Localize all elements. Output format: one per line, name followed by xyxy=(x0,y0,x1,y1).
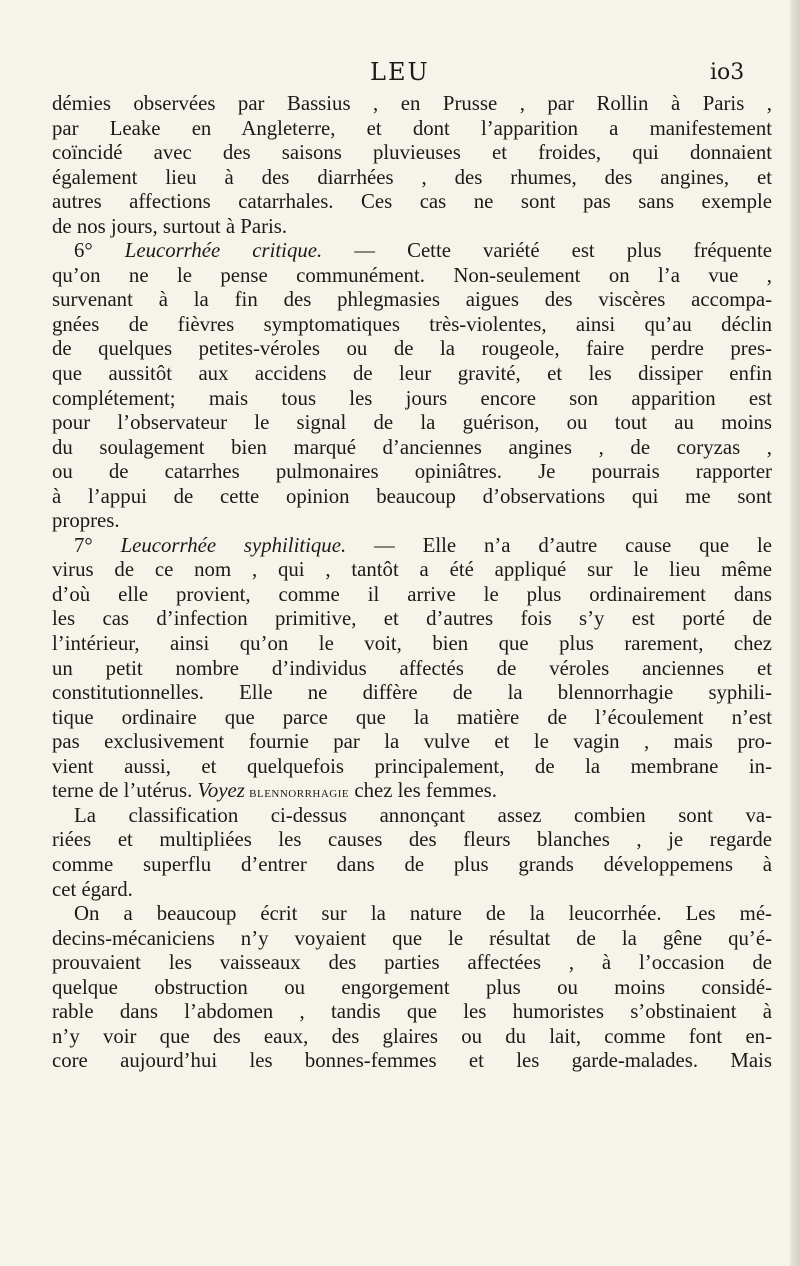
text-line-text: un petit nombre d’individus affectés de véroles anciennes et xyxy=(52,656,772,680)
text-line xyxy=(52,1049,772,1074)
text-line-text: comme superflu d’entrer dans de plus grands développemens à xyxy=(52,852,772,876)
text-line xyxy=(52,239,772,264)
text-line-text: complétement; mais tous les jours encore son apparition est xyxy=(52,386,772,410)
text-line xyxy=(52,509,772,534)
text-line xyxy=(52,141,772,166)
text-line xyxy=(52,828,772,853)
text-line-tail: chez les femmes. xyxy=(349,779,497,803)
text-line xyxy=(52,1025,772,1050)
text-line xyxy=(52,755,772,780)
text-line-text: pour l’observateur le signal de la guérison, ou tout au moins xyxy=(52,411,772,435)
text-line xyxy=(52,436,772,461)
text-line xyxy=(52,117,772,142)
text-line-text: par Leake en Angleterre, et dont l’apparition a manifestement xyxy=(52,116,772,140)
text-line-text: core aujourd’hui les bonnes-femmes et les garde-malades. Mais xyxy=(52,1049,772,1073)
text-line xyxy=(52,460,772,485)
text-line-text: d’où elle provient, comme il arrive le plus ordinairement dans xyxy=(52,582,772,606)
text-line xyxy=(52,337,772,362)
page-edge xyxy=(790,0,800,1266)
text-line xyxy=(52,313,772,338)
page-number: io3 xyxy=(710,60,745,85)
text-line-text: On a beaucoup écrit sur la nature de la leucorrhée. Les mé- xyxy=(74,902,772,926)
text-line xyxy=(52,362,772,387)
text-line-text: l’intérieur, ainsi qu’on le voit, bien que plus rarement, chez xyxy=(52,632,772,656)
text-line xyxy=(52,976,772,1001)
text-line-text: autres affections catarrhales. Ces cas ne sont pas sans exemple xyxy=(52,190,772,214)
text-line xyxy=(52,387,772,412)
text-line-text: quelque obstruction ou engorgement plus ou moins considé- xyxy=(52,975,772,999)
text-line-text: terne de l’utérus. xyxy=(52,779,198,803)
text-line-text: virus de ce nom , qui , tantôt a été appliqué sur le lieu même xyxy=(52,558,772,582)
text-line-text: cet égard. xyxy=(52,877,133,901)
text-line-text: ou de catarrhes pulmonaires opiniâtres. Je pourrais rapporter xyxy=(52,460,772,484)
text-line-text: tique ordinaire que parce que la matière de l’écoulement n’est xyxy=(52,705,772,729)
text-line xyxy=(52,853,772,878)
text-line xyxy=(52,779,772,804)
text-line xyxy=(52,166,772,191)
text-line xyxy=(52,215,772,240)
text-line-text: n’y voir que des eaux, des glaires ou du lait, comme font en- xyxy=(52,1024,772,1048)
page-header xyxy=(0,58,800,88)
text-line xyxy=(52,951,772,976)
text-line xyxy=(52,878,772,903)
text-line-text: à l’appui de cette opinion beaucoup d’observations qui me sont xyxy=(52,484,772,508)
text-line-text: qu’on ne le pense communément. Non-seulement on l’a vue , xyxy=(52,263,772,287)
text-line xyxy=(52,927,772,952)
text-line xyxy=(52,264,772,289)
text-line-text: les cas d’infection primitive, et d’autres fois s’y est porté de xyxy=(52,607,772,631)
text-line-text: de nos jours, surtout à Paris. xyxy=(52,214,288,238)
running-head: LEU xyxy=(370,58,430,86)
text-line-text: survenant à la fin des phlegmasies aigues des viscères accompa- xyxy=(52,288,772,312)
text-line xyxy=(52,583,772,608)
text-line xyxy=(52,288,772,313)
text-line xyxy=(52,190,772,215)
text-line-em: Leucorrhée critique. xyxy=(124,239,323,263)
text-line xyxy=(52,632,772,657)
text-line-text: coïncidé avec des saisons pluvieuses et froides, qui donnaient xyxy=(52,141,772,165)
body-text xyxy=(52,92,772,1074)
text-line xyxy=(52,706,772,731)
text-line-text: que aussitôt aux accidens de leur gravité, et les dissiper enfin xyxy=(52,362,772,386)
text-line xyxy=(52,657,772,682)
text-line xyxy=(52,534,772,559)
text-line-text: — Elle n’a d’autre cause que le xyxy=(346,533,772,557)
text-line-text: prouvaient les vaisseaux des parties affectées , à l’occasion de xyxy=(52,951,772,975)
text-line-text: également lieu à des diarrhées , des rhumes, des angines, et xyxy=(52,165,772,189)
text-line xyxy=(52,1000,772,1025)
text-line xyxy=(52,411,772,436)
text-line-text: rable dans l’abdomen , tandis que les humoristes s’obstinaient à xyxy=(52,1000,772,1024)
text-line-prefix: 7° xyxy=(74,533,121,557)
text-line-text: pas exclusivement fournie par la vulve et le vagin , mais pro- xyxy=(52,730,772,754)
text-line-text: constitutionnelles. Elle ne diffère de la blennorrhagie syphili- xyxy=(52,681,772,705)
text-line-prefix: 6° xyxy=(74,239,125,263)
text-line xyxy=(52,681,772,706)
text-line xyxy=(52,485,772,510)
text-line xyxy=(52,558,772,583)
text-line-text: — Cette variété est plus fréquente xyxy=(322,239,772,263)
text-line-text: vient aussi, et quelquefois principalement, de la membrane in- xyxy=(52,754,772,778)
text-line-sc: blennorrhagie xyxy=(244,785,350,802)
text-line-text: riées et multipliées les causes des fleurs blanches , je regarde xyxy=(52,828,772,852)
text-line-text: démies observées par Bassius , en Prusse , par Rollin à Paris , xyxy=(52,92,772,115)
text-line-text: gnées de fièvres symptomatiques très-violentes, ainsi qu’au déclin xyxy=(52,312,772,336)
text-line-text: La classification ci-dessus annonçant assez combien sont va- xyxy=(74,803,772,827)
text-line-text: de quelques petites-véroles ou de la rougeole, faire perdre pres- xyxy=(52,337,772,361)
text-line-text: propres. xyxy=(52,509,120,533)
text-line-text: decins-mécaniciens n’y voyaient que le résultat de la gêne qu’é- xyxy=(52,926,772,950)
text-line xyxy=(52,92,772,117)
text-line xyxy=(52,730,772,755)
text-line xyxy=(52,902,772,927)
text-line-em: Voyez xyxy=(197,779,245,803)
text-line-em: Leucorrhée syphilitique. xyxy=(120,533,347,557)
text-line-text: du soulagement bien marqué d’anciennes angines , de coryzas , xyxy=(52,435,772,459)
text-line xyxy=(52,607,772,632)
text-line xyxy=(52,804,772,829)
